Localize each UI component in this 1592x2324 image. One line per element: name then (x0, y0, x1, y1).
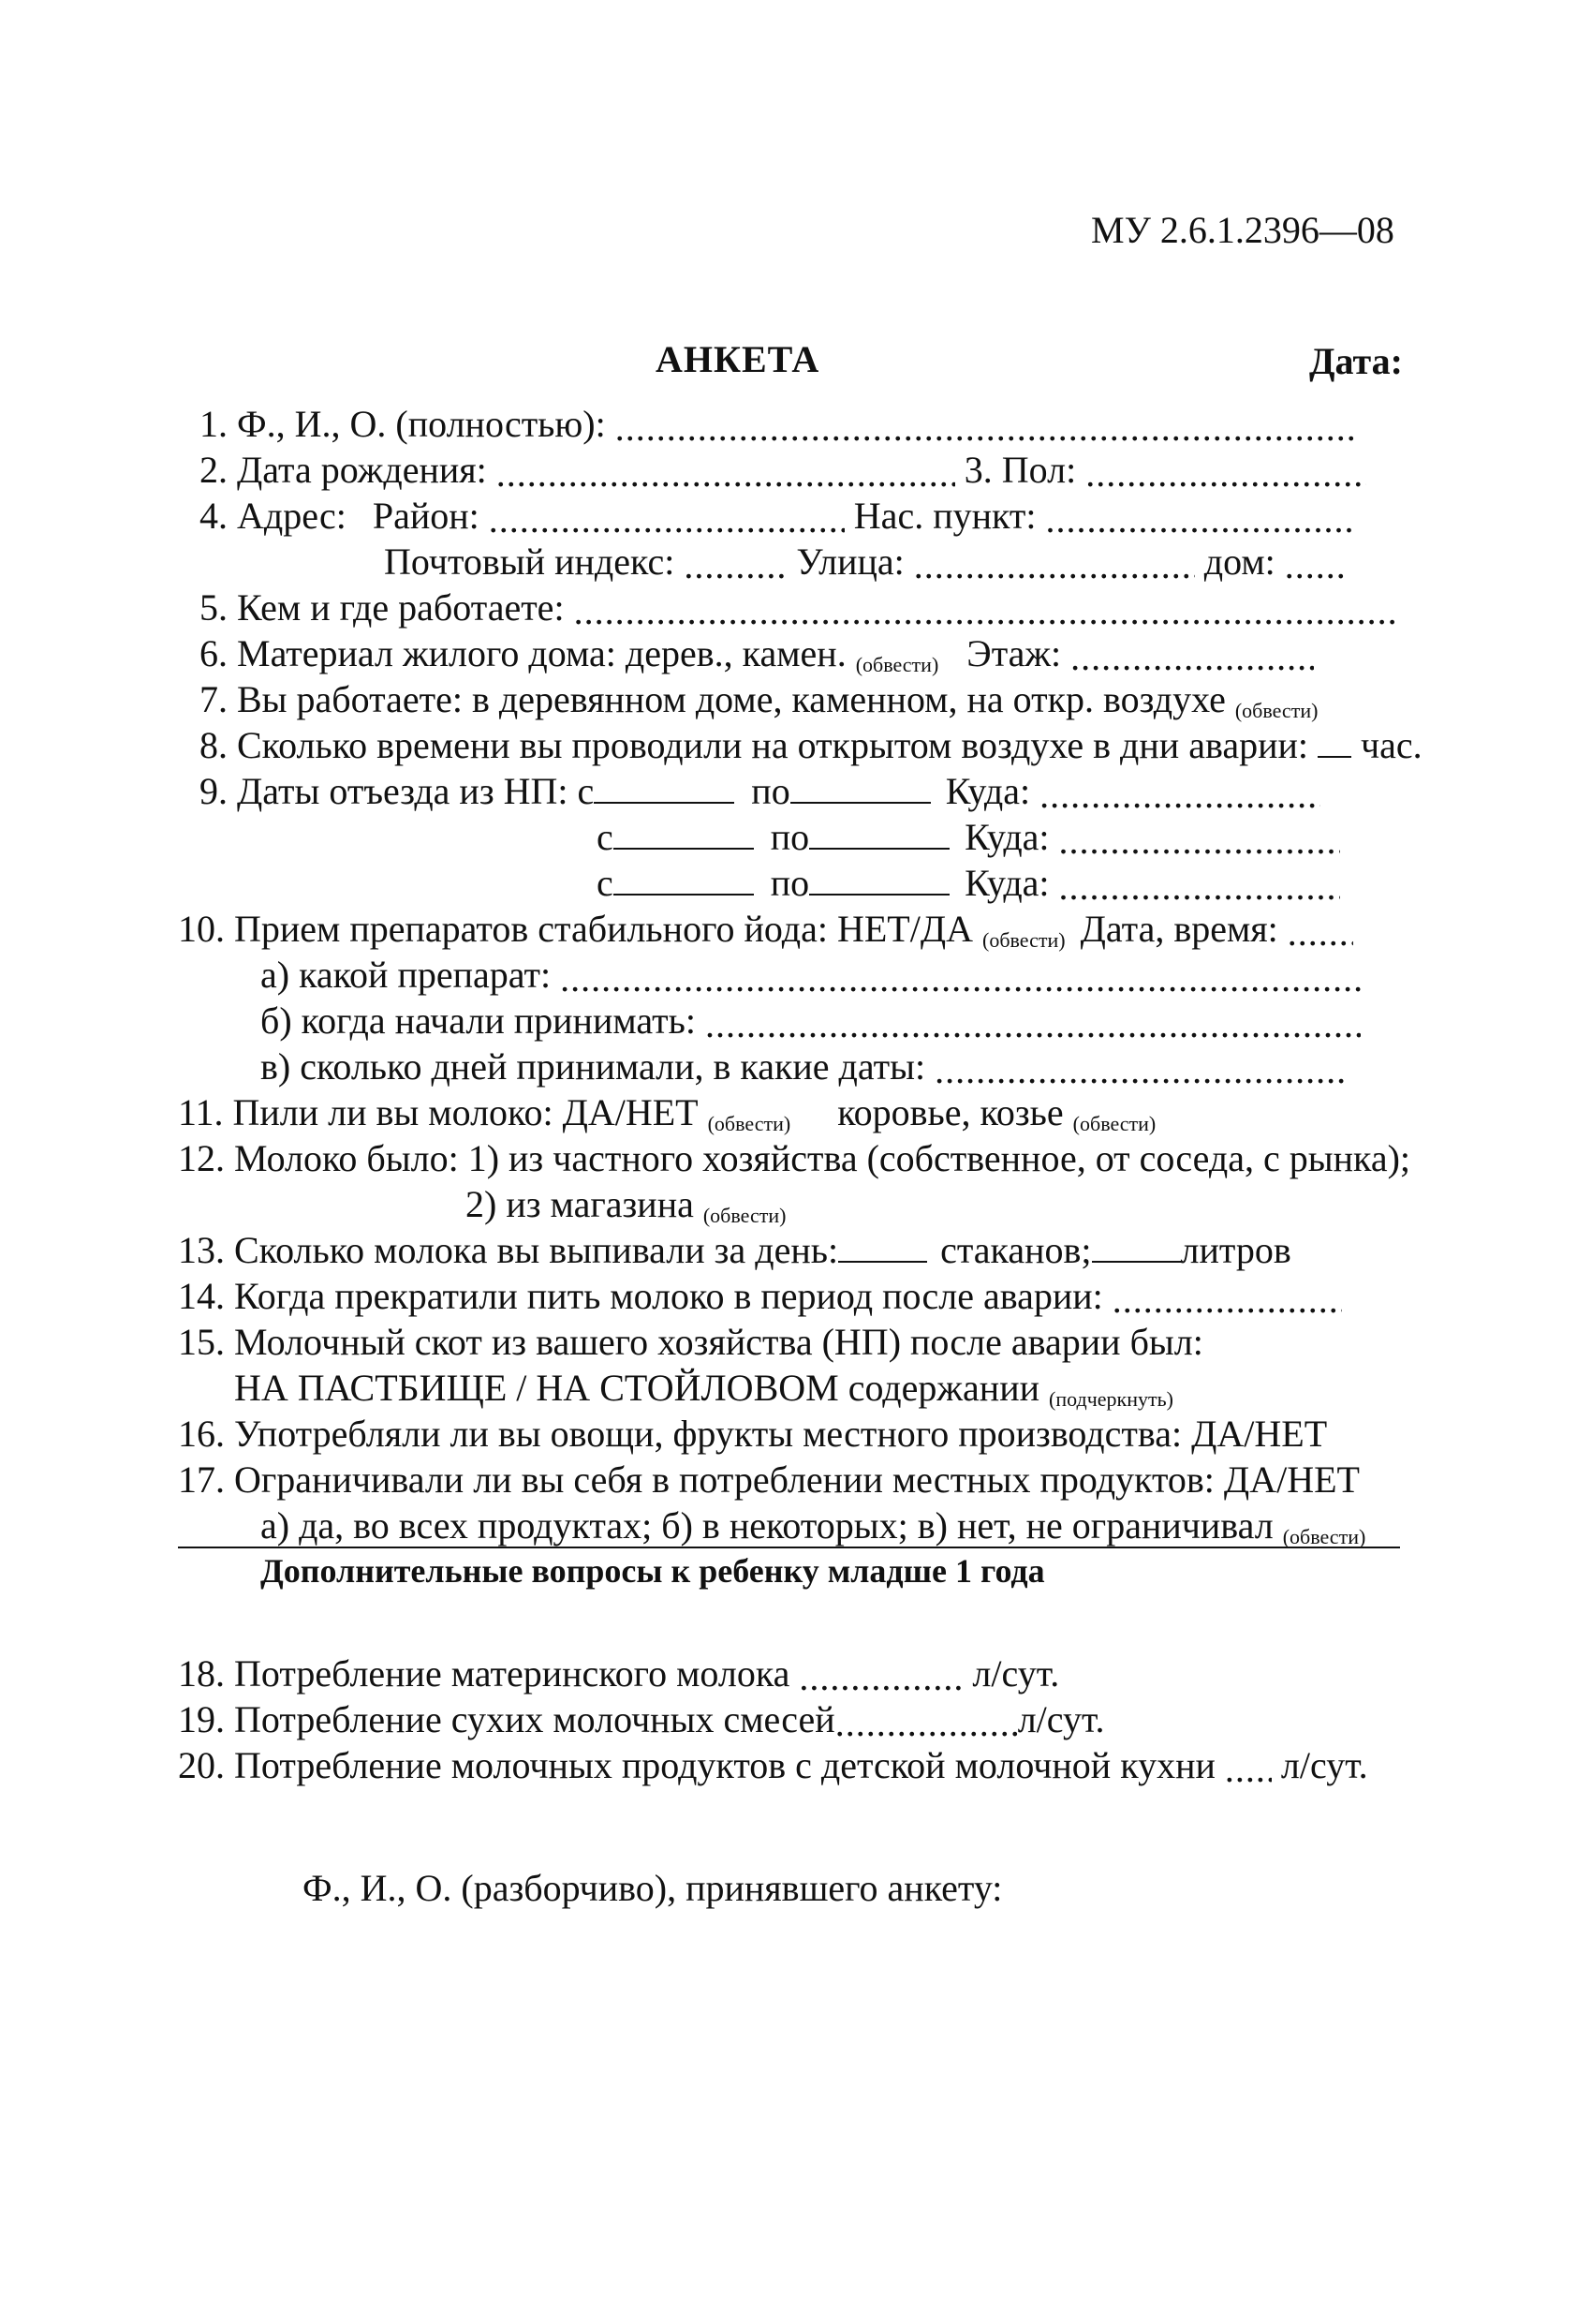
fill-in-field[interactable] (1288, 911, 1353, 949)
question-17-options: а) да, во всех продуктах; б) в некоторых; в) нет, не ограничивал (обвести) (260, 1504, 1366, 1548)
fill-in-field[interactable] (489, 498, 845, 536)
liters-field[interactable] (1092, 1233, 1181, 1263)
section-heading: Дополнительные вопросы к ребенку младше 1 года (260, 1552, 1045, 1590)
document-code: МУ 2.6.1.2396—08 (1091, 209, 1394, 251)
question-10c: в) сколько дней принимали, в какие даты: ..... (260, 1045, 1347, 1088)
fill-in-field[interactable] (914, 544, 1195, 582)
fill-in-field[interactable] (799, 1656, 963, 1694)
fill-in-field[interactable] (1113, 1279, 1342, 1316)
question-10b: б) когда начали принимать: ..... (260, 999, 1361, 1043)
question-11: 11. Пили ли вы молоко: ДА/НЕТ (обвести) коровье, козье (обвести) (178, 1091, 1157, 1135)
question-12: 12. Молоко было: 1) из частного хозяйства (собственное, от соседа, с рынка); (178, 1137, 1411, 1179)
question-6: 6. Материал жилого дома: дерев., камен. (обвести) Этаж: ..... (199, 632, 1314, 687)
fill-in-field[interactable] (1046, 498, 1355, 536)
question-15: 15. Молочный скот из вашего хозяйства (НП) после аварии был: (178, 1321, 1203, 1363)
question-17: 17. Ограничивали ли вы себя в потреблении местных продуктов: ДА/НЕТ (178, 1458, 1360, 1501)
question-10a: а) какой препарат: ..... (260, 954, 1365, 997)
question-7: 7. Вы работаете: в деревянном доме, каменном, на откр. воздухе (обвести) (199, 678, 1319, 722)
question-4: 4. Адрес: Район: ..... Нас. пункт: ..... (199, 495, 1355, 538)
date-from-field[interactable] (613, 866, 754, 896)
question-13: 13. Сколько молока вы выпивали за день: стаканов; литров (178, 1229, 1291, 1271)
fill-in-field[interactable] (684, 544, 787, 582)
date-from-field[interactable] (594, 774, 734, 804)
question-8: 8. Сколько времени вы проводили на открытом воздухе в дни аварии: час. (199, 724, 1422, 766)
section-divider (178, 1547, 1400, 1548)
question-4-address: Почтовый индекс: ..... Улица: ..... дом: ..... (384, 540, 1346, 584)
fill-in-field[interactable] (1059, 866, 1340, 903)
fill-in-field[interactable] (1059, 820, 1340, 857)
fill-in-field[interactable] (705, 1003, 1361, 1041)
question-9-row-3: с по Куда: ..... (597, 862, 1340, 905)
signature-label: Ф., И., О. (разборчиво), принявшего анкету: (302, 1867, 1003, 1909)
date-label: Дата: (1309, 340, 1403, 382)
question-16: 16. Употребляли ли вы овощи, фрукты местного производства: ДА/НЕТ (178, 1413, 1328, 1455)
form-title: АНКЕТА (656, 338, 820, 380)
question-15-options: НА ПАСТБИЩЕ / НА СТОЙЛОВОМ содержании (подчеркнуть) (234, 1367, 1173, 1411)
question-10: 10. Прием препаратов стабильного йода: НЕТ/ДА (обвести) Дата, время: ..... (178, 908, 1353, 962)
fill-in-field[interactable] (935, 1049, 1347, 1087)
date-from-field[interactable] (613, 820, 754, 850)
question-2: 2. Дата рождения: ..... 3. Пол: ..... (199, 449, 1366, 492)
question-1: 1. Ф., И., О. (полностью): ..... (199, 403, 1355, 446)
question-5: 5. Кем и где работаете: ..... (199, 586, 1398, 629)
fill-in-field[interactable] (835, 1702, 1018, 1739)
fill-in-field[interactable] (496, 452, 955, 490)
date-to-field[interactable] (809, 866, 950, 896)
fill-in-field[interactable] (1039, 774, 1320, 811)
question-20: 20. Потребление молочных продуктов с детской молочной кухни ..... л/сут. (178, 1744, 1368, 1787)
question-14: 14. Когда прекратили пить молоко в период после аварии: ..... (178, 1275, 1342, 1318)
fill-in-field[interactable] (1285, 544, 1346, 582)
fill-in-field[interactable] (1225, 1748, 1272, 1785)
fill-in-field[interactable] (574, 590, 1398, 628)
question-18: 18. Потребление материнского молока ..... л/сут. (178, 1652, 1059, 1695)
fill-in-field[interactable] (1085, 452, 1366, 490)
question-3: 3. Пол: (964, 449, 1077, 491)
hours-field[interactable] (1318, 728, 1351, 758)
date-to-field[interactable] (790, 774, 931, 804)
question-12-option-2: 2) из магазина (обвести) (465, 1183, 787, 1227)
glasses-field[interactable] (838, 1233, 927, 1263)
fill-in-field[interactable] (1070, 636, 1314, 674)
question-9: 9. Даты отъезда из НП: с по Куда: ..... (199, 770, 1320, 813)
fill-in-field[interactable] (560, 957, 1365, 995)
date-to-field[interactable] (809, 820, 950, 850)
fill-in-field[interactable] (615, 407, 1355, 444)
question-9-row-2: с по Куда: ..... (597, 816, 1340, 859)
question-19: 19. Потребление сухих молочных смесей..... л/сут. (178, 1698, 1104, 1741)
